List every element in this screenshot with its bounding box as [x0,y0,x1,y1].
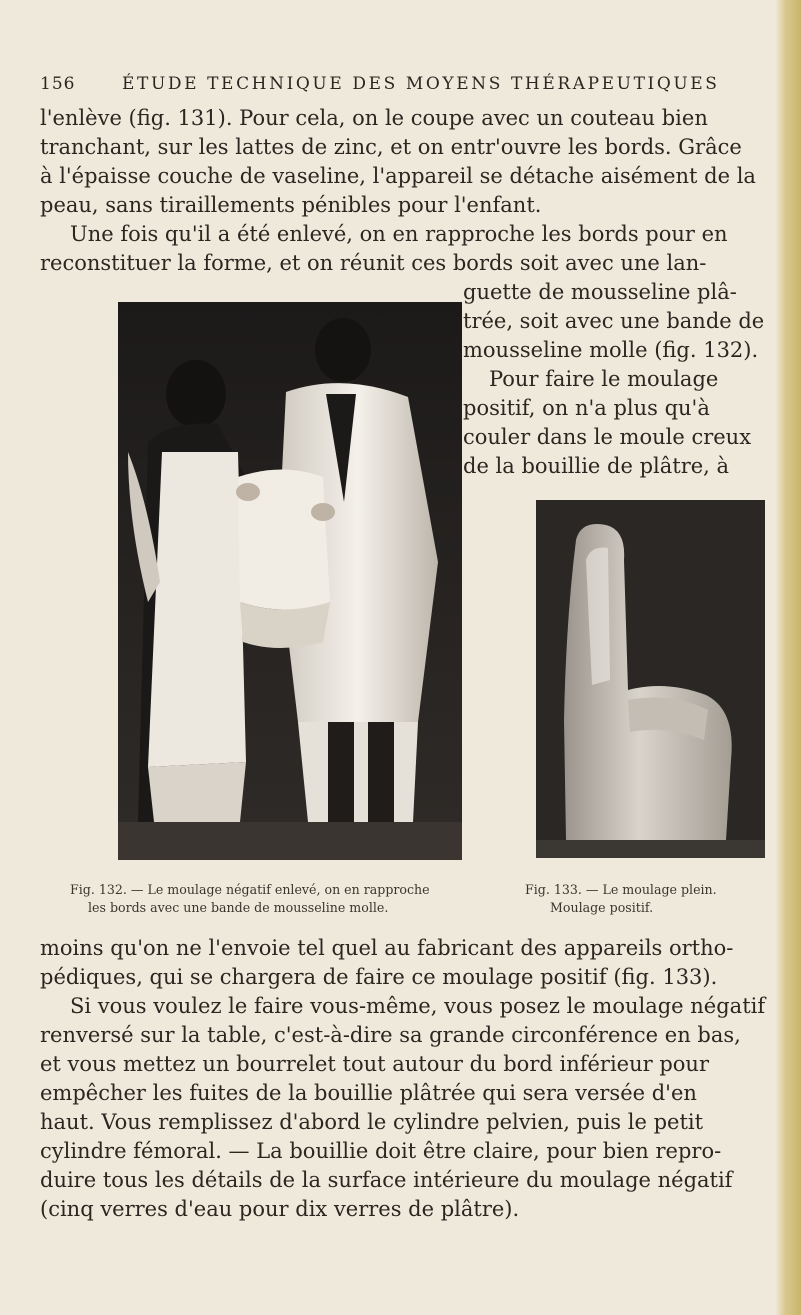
figure-133-caption-line2: Moulage positif. [550,900,654,915]
page-number: 156 [40,74,76,94]
text-line: empêcher les fuites de la bouillie plâtrée qui sera versée d'en [40,1081,697,1105]
figure-133-photo [536,500,765,858]
text-line: couler dans le moule creux [463,425,752,449]
text-line: pédiques, qui se chargera de faire ce moulage positif (fig. 133). [40,965,718,989]
text-line: l'enlève (fig. 131). Pour cela, on le coupe avec un couteau bien [40,106,708,130]
text-line: trée, soit avec une bande de [463,309,765,333]
text-line: et vous mettez un bourrelet tout autour du bord inférieur pour [40,1052,709,1076]
text-line: de la bouillie de plâtre, à [463,454,730,478]
text-line: (cinq verres d'eau pour dix verres de plâtre). [40,1197,520,1221]
text-line: cylindre fémoral. — La bouillie doit être claire, pour bien repro- [40,1139,722,1163]
text-line: à l'épaisse couche de vaseline, l'appareil se détache aisément de la [40,164,756,188]
page-edge [775,0,801,1315]
text-line: renversé sur la table, c'est-à-dire sa grande circonférence en bas, [40,1023,741,1047]
text-line: haut. Vous remplissez d'abord le cylindre pelvien, puis le petit [40,1110,704,1134]
figure-132-caption-line1: Fig. 132. — Le moulage négatif enlevé, on en rapproche [70,882,430,897]
figure-133-caption-line1: Fig. 133. — Le moulage plein. [525,882,717,897]
text-line: guette de mousseline plâ- [463,280,737,304]
figure-132-illustration [118,302,462,860]
text-line: positif, on n'a plus qu'à [463,396,710,420]
figure-132-caption-line2: les bords avec une bande de mousseline molle. [88,900,389,915]
text-line: reconstituer la forme, et on réunit ces bords soit avec une lan- [40,251,707,275]
running-header [40,74,770,98]
text-line: duire tous les détails de la surface intérieure du moulage négatif [40,1168,733,1192]
text-line: moins qu'on ne l'envoie tel quel au fabricant des appareils ortho- [40,936,734,960]
text-line: Si vous voulez le faire vous-même, vous posez le moulage négatif [70,994,766,1018]
text-line: mousseline molle (fig. 132). [463,338,759,362]
text-line: tranchant, sur les lattes de zinc, et on entr'ouvre les bords. Grâce [40,135,742,159]
figure-132-photo [118,302,462,860]
text-line: peau, sans tiraillements pénibles pour l'enfant. [40,193,542,217]
running-title: ÉTUDE TECHNIQUE DES MOYENS THÉRAPEUTIQUES [122,74,720,94]
figure-133-illustration [536,500,765,858]
text-line: Une fois qu'il a été enlevé, on en rapproche les bords pour en [70,222,728,246]
text-line: Pour faire le moulage [489,367,719,391]
